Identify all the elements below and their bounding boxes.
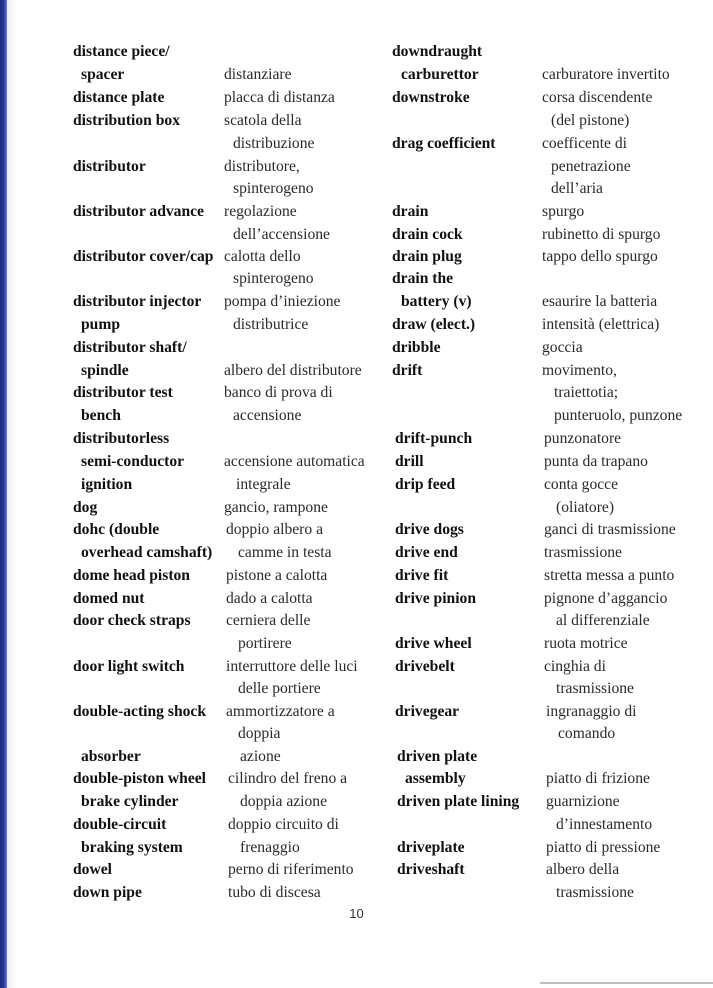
entry-term: driveplate: [397, 839, 465, 856]
entry-term: drive pinion: [395, 590, 477, 607]
entry-translation: cilindro del freno a: [228, 770, 348, 787]
entry-translation: conta gocce: [544, 476, 619, 493]
entry-term: dribble: [392, 339, 441, 356]
entry-translation: distributore,: [224, 158, 300, 175]
entry-term: driven plate: [397, 748, 478, 765]
entry-translation: stretta messa a punto: [544, 567, 675, 584]
entry-translation: regolazione: [224, 203, 297, 220]
entry-term: distance plate: [73, 89, 165, 106]
entry-translation: interruttore delle luci: [226, 658, 358, 675]
entry-translation: distributrice: [233, 316, 309, 333]
entry-translation: corsa discendente: [542, 89, 653, 106]
entry-term: battery (v): [401, 293, 472, 310]
entry-translation: doppia azione: [240, 793, 328, 810]
entry-translation: punteruolo, punzone: [554, 407, 683, 424]
entry-term: distance piece/: [73, 43, 170, 60]
entry-translation: frenaggio: [240, 839, 300, 856]
entry-translation: calotta dello: [224, 248, 301, 265]
entry-translation: trasmissione: [544, 544, 622, 561]
entry-translation: ammortizzatore a: [226, 703, 335, 720]
entry-translation: al differenziale: [556, 612, 650, 629]
entry-term: downstroke: [392, 89, 470, 106]
entry-term: braking system: [81, 839, 183, 856]
entry-translation: placca di distanza: [224, 89, 335, 106]
entry-term: distributorless: [73, 430, 170, 447]
entry-translation: esaurire la batteria: [542, 293, 658, 310]
entry-term: distributor: [73, 158, 146, 175]
entry-translation: rubinetto di spurgo: [542, 226, 661, 243]
page-gutter-shadow: [7, 0, 17, 988]
entry-translation: cinghia di: [544, 658, 606, 675]
entry-translation: ingranaggio di: [546, 703, 637, 720]
entry-translation: (oliatore): [556, 499, 615, 516]
entry-term: semi-conductor: [81, 453, 185, 470]
entry-translation: accensione: [233, 407, 302, 424]
entry-term: drain: [392, 203, 429, 220]
entry-term: carburettor: [401, 66, 479, 83]
entry-translation: punta da trapano: [544, 453, 648, 470]
entry-term: drip feed: [395, 476, 456, 493]
entry-translation: scatola della: [224, 112, 302, 129]
entry-term: driven plate lining: [397, 793, 520, 810]
entry-translation: dell’accensione: [233, 226, 330, 243]
entry-translation: gancio, rampone: [224, 499, 328, 516]
entry-term: downdraught: [392, 43, 483, 60]
entry-term: spacer: [81, 66, 125, 83]
entry-term: draw (elect.): [392, 316, 476, 333]
entry-translation: traiettotia;: [554, 384, 619, 401]
entry-term: dowel: [73, 861, 112, 878]
entry-translation: dado a calotta: [226, 590, 313, 607]
entry-translation: coefficente di: [542, 135, 627, 152]
entry-term: bench: [81, 407, 121, 424]
entry-term: drill: [395, 453, 424, 470]
entry-translation: doppio albero a: [226, 521, 323, 538]
entry-term: drain cock: [392, 226, 463, 243]
entry-translation: ruota motrice: [544, 635, 628, 652]
entry-term: absorber: [81, 748, 141, 765]
entry-term: ignition: [81, 476, 133, 493]
entry-term: distribution box: [73, 112, 181, 129]
entry-translation: trasmissione: [556, 884, 634, 901]
entry-term: drive wheel: [395, 635, 472, 652]
entry-translation: carburatore invertito: [542, 66, 670, 83]
entry-translation: camme in testa: [238, 544, 332, 561]
entry-term: double-circuit: [73, 816, 167, 833]
entry-translation: d’innestamento: [556, 816, 653, 833]
entry-term: dohc (double: [73, 521, 160, 538]
entry-translation: ganci di trasmissione: [544, 521, 676, 538]
entry-term: distributor injector: [73, 293, 202, 310]
entry-term: pump: [81, 316, 121, 333]
entry-translation: perno di riferimento: [228, 861, 354, 878]
entry-translation: albero del distributore: [224, 362, 362, 379]
entry-translation: banco di prova di: [224, 384, 333, 401]
entry-translation: distribuzione: [233, 135, 315, 152]
entry-term: spindle: [81, 362, 129, 379]
entry-translation: delle portiere: [238, 680, 321, 697]
entry-translation: distanziare: [224, 66, 292, 83]
entry-translation: dell’aria: [551, 180, 603, 197]
entry-translation: spinterogeno: [233, 270, 314, 287]
entry-term: distributor cover/cap: [73, 248, 214, 265]
entry-term: brake cylinder: [81, 793, 179, 810]
entry-term: distributor advance: [73, 203, 204, 220]
entry-translation: piatto di pressione: [546, 839, 661, 856]
entry-translation: tubo di discesa: [228, 884, 321, 901]
entry-term: door check straps: [73, 612, 191, 629]
entry-translation: pistone a calotta: [226, 567, 328, 584]
entry-translation: guarnizione: [546, 793, 620, 810]
entry-translation: pompa d’iniezione: [224, 293, 341, 310]
entry-term: drain the: [392, 270, 454, 287]
entry-translation: goccia: [542, 339, 583, 356]
entry-translation: intensità (elettrica): [542, 316, 660, 333]
entry-term: domed nut: [73, 590, 145, 607]
entry-translation: doppia: [238, 725, 281, 742]
entry-term: drag coefficient: [392, 135, 496, 152]
entry-translation: integrale: [236, 476, 291, 493]
entry-term: drift-punch: [395, 430, 473, 447]
entry-translation: doppio circuito di: [228, 816, 339, 833]
entry-term: assembly: [405, 770, 466, 787]
entry-translation: spinterogeno: [233, 180, 314, 197]
entry-translation: portirere: [238, 635, 292, 652]
entry-term: drift: [392, 362, 423, 379]
entry-term: distributor test: [73, 384, 173, 401]
entry-term: drain plug: [392, 248, 462, 265]
entry-term: down pipe: [73, 884, 142, 901]
entry-term: double-acting shock: [73, 703, 207, 720]
page-number: 10: [349, 906, 364, 921]
entry-term: drivebelt: [395, 658, 455, 675]
bottom-edge-rule: [540, 982, 713, 984]
entry-term: double-piston wheel: [73, 770, 207, 787]
entry-term: drive dogs: [395, 521, 464, 538]
entry-term: distributor shaft/: [73, 339, 187, 356]
entry-translation: spurgo: [542, 203, 585, 220]
entry-translation: pignone d’aggancio: [544, 590, 668, 607]
entry-term: driveshaft: [397, 861, 465, 878]
entry-translation: tappo dello spurgo: [542, 248, 658, 265]
entry-translation: punzonatore: [544, 430, 622, 447]
entry-translation: movimento,: [542, 362, 617, 379]
entry-term: drivegear: [395, 703, 460, 720]
entry-term: dome head piston: [73, 567, 190, 584]
entry-translation: cerniera delle: [226, 612, 311, 629]
entry-term: door light switch: [73, 658, 185, 675]
book-spine-edge: [0, 0, 7, 988]
entry-translation: trasmissione: [556, 680, 634, 697]
entry-term: drive end: [395, 544, 458, 561]
entry-translation: accensione automatica: [224, 453, 365, 470]
entry-translation: albero della: [546, 861, 620, 878]
entry-translation: piatto di frizione: [546, 770, 650, 787]
entry-term: overhead camshaft): [81, 544, 213, 561]
entry-term: drive fit: [395, 567, 449, 584]
entry-translation: azione: [240, 748, 281, 765]
entry-translation: (del pistone): [551, 112, 630, 129]
entry-translation: penetrazione: [551, 158, 631, 175]
entry-translation: comando: [558, 725, 616, 742]
entry-term: dog: [73, 499, 98, 516]
